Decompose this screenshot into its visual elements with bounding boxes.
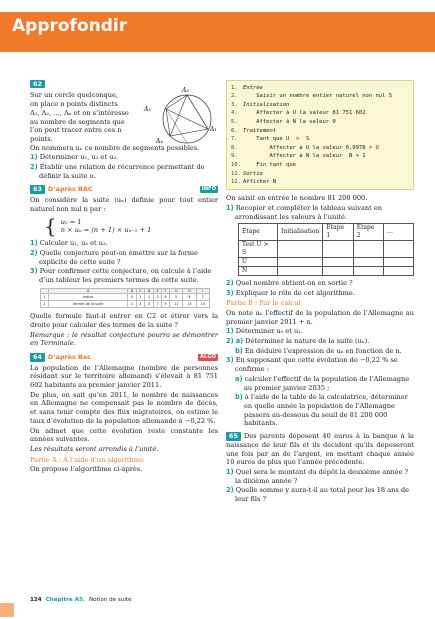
algo-line: 7. Tant que U > S [231, 136, 310, 143]
exercise-number: 62 [30, 80, 45, 88]
question: 2) a) Déterminer la nature de la suite (uₙ). [226, 337, 370, 346]
exercise-title: D’après Bac [47, 353, 92, 362]
exercise-64 [30, 353, 218, 474]
ex62-line: on place n points distincts [30, 100, 118, 109]
algo-line: 10. Fin tant que [231, 162, 296, 169]
recurrence-system: { u₀ = 1 n × uₙ = (n + 1) × uₙ₋₁ + 1 [44, 214, 152, 239]
page-title: Approfondir [12, 16, 128, 36]
ex63-remark: Remarque : le résultat conjecturé pourra se démontrer en Terminale. [30, 330, 218, 348]
ex62-intro: On nommera uₙ ce nombre de segments possibles. [30, 143, 200, 152]
chapter-title: Notion de suite [89, 597, 132, 603]
ex64-paragraph: Les résultats seront arrondis à l’unité. [30, 444, 159, 453]
system-line: n × uₙ = (n + 1) × uₙ₋₁ + 1 [60, 226, 152, 235]
question: 3) En supposant que cette évolution de −0,22 % se confirme : [226, 356, 398, 374]
table-row: U [239, 257, 414, 266]
question: 3) Expliquer le rôle de cet algorithme. [226, 288, 355, 297]
exercise-62 [30, 80, 218, 180]
partie-b-intro: On note uₙ l’effectif de la population de l’Allemagne au premier janvier 2011 + n. [226, 308, 414, 326]
page-header [0, 0, 435, 52]
footer-square [0, 603, 14, 617]
algo-line: 4. Affecter à U la valeur 81 751 602 [231, 110, 366, 117]
question: 2) Quelle conjecture peut-on émettre sur la forme explicite de cette suite ? [30, 249, 198, 266]
question: 1) Calculer u₁, u₂ et u₃. [30, 239, 108, 248]
table-row: N [239, 266, 414, 275]
steps-table: Étape Initialisation Étape 1 Étape 2 … Test U > S U N [238, 223, 414, 276]
ex62-line: points. [30, 134, 53, 143]
partie-b-heading: Partie B : Par le calcul [226, 299, 301, 308]
partie-a-intro: On propose l’algorithme ci-après. [30, 465, 143, 474]
page-number: 124 [30, 597, 42, 603]
exercise-title: D’après BAC [47, 185, 93, 194]
system-line: u₀ = 1 [60, 217, 82, 226]
algo-line: 1. Entrée [231, 84, 263, 91]
ex63-after: Quelle formule faut-il entrer en C2 et étirer vers la droite pour calculer des termes de la suite ? [30, 312, 218, 330]
algo-line: 8. Affecter à U la valeur 0,9978 × U [231, 144, 379, 151]
algo-line: 5. Affecter à N la valeur 0 [231, 119, 336, 126]
page-footer [30, 597, 132, 604]
algo-line: 9. Affecter à N la valeur N + 1 [231, 153, 366, 160]
partie-a-heading: Partie A : À l’aide d’un algorithme [30, 455, 144, 464]
question: 2) Quel nombre obtient-on en sortie ? [226, 278, 353, 287]
question: 1) Déterminer u₁, u₂ et u₃. [30, 153, 119, 162]
ex64-paragraph: La population de l’Allemagne (nombre de personnes résidant sur le territoire allemand) s’élevait à 81 751 602 habitants au premier janvier 2011. [30, 363, 218, 390]
ex64-paragraph: De plus, on sait qu’en 2011, le nombre de naissances en Allemagne ne compensait pas le nombre de décès, et sans tenir compte des flux migratoires, on estime le taux d’évolution de la population allemande à −0,22 %. [30, 390, 218, 425]
algorithm-box [226, 80, 414, 190]
algo-line: 12. Afficher N [231, 179, 277, 186]
ex65-paragraph: Des parents déposent 40 euros à la banque à la naissance de leur fils et ils décident qu’ils déposeront une fois par an de l’argent, en mettant chaque année 10 euros de plus que l’année précédente. [226, 432, 414, 467]
ex62-line: l’on peut tracer entre ces n [30, 126, 122, 135]
spreadsheet: A B C D E F G H I 1 indice 0 1 2 3 4 5 6 7 2 termes de la suite 1 3 5 7 9 11 13 15 [40, 288, 210, 308]
left-column [30, 80, 218, 475]
point-label-a4: A₄ [156, 138, 163, 145]
chapter-label: Chapitre A5. [45, 597, 85, 603]
point-label-a1: A₁ [210, 126, 217, 133]
ex64-paragraph: On admet que cette évolution reste constante les années suivantes. [30, 426, 218, 444]
question: a) calculer l’effectif de la population de l’Allemagne au premier janvier 2035 ; [235, 374, 410, 392]
exercise-number: 65 [226, 432, 241, 440]
question: 2) Quelle somme y aura-t-il au total pour les 18 ans de leur fils ? [226, 486, 409, 504]
point-label-a3: A₃ [182, 87, 189, 94]
point-label-a5: A₅ [144, 106, 151, 113]
table-row: 1 indice 0 1 2 3 4 5 6 7 [41, 294, 210, 301]
table-row: Test U > S [239, 241, 414, 258]
circle-figure [142, 85, 218, 151]
question: 2) Établir une relation de récurrence permettant de définir la suite u. [30, 163, 205, 180]
question: 1) Déterminer u₀ et u₁. [226, 327, 303, 336]
algo-line: 11. Sortie [231, 170, 263, 177]
question: 1) Quel sera le montant du dépôt la deuxième année ? la dixième année ? [226, 467, 409, 485]
algo-line: 3. Initialisation [231, 101, 290, 108]
question: 3) Pour confirmer cette conjecture, on calcule à l’aide d’un tableur les premiers termes de cette suite. [30, 267, 212, 285]
after-algo: On saisit en entrée le nombre 81 200 000. [226, 194, 368, 203]
question: b) à l’aide de la table de la calculatrice, déterminer en quelle année la population de l’Allemagne passera au-dessous du seuil de 81 200 000 habitants. [235, 393, 408, 428]
question: 1) Recopier et compléter le tableau suivant en arrondissant les valeurs à l’unité. [226, 203, 383, 221]
algo-tag: ALGO [200, 353, 216, 360]
ex62-line: Sur un cercle quelconque, [30, 91, 119, 100]
table-row: 2 termes de la suite 1 3 5 7 9 11 13 15 [41, 301, 210, 308]
right-column [226, 80, 414, 505]
ex63-intro: On considère la suite (uₙ) définie pour tout entier naturel non nul n par : [30, 195, 218, 213]
exercise-number: 64 [30, 353, 45, 361]
question: b) En déduire l’expression de uₙ en fonction de n. [235, 346, 402, 355]
exercise-63 [30, 185, 218, 348]
info-tag: INFO [201, 186, 216, 193]
ex62-line: au nombre de segments que [30, 117, 125, 126]
algo-line: 2. Saisir un nombre entier naturel non nul S [231, 93, 393, 100]
exercise-65 [226, 432, 414, 504]
algo-line: 6. Traitement [231, 127, 277, 134]
exercise-number: 63 [30, 185, 45, 193]
ex62-line: A₁, A₂, …, Aₙ et on s’intéresse [30, 108, 129, 117]
